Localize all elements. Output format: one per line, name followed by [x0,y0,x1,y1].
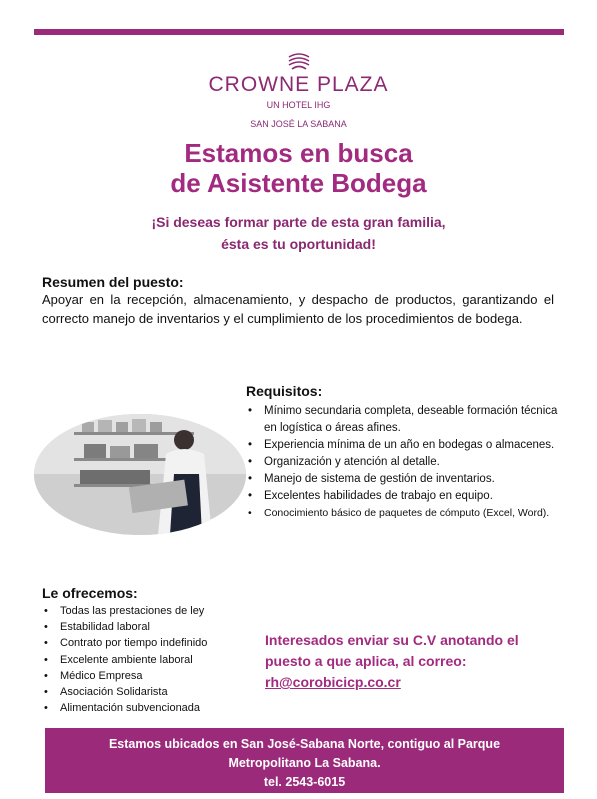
list-item: • Manejo de sistema de gestión de inventarios. [246,471,564,488]
footer-address-line-1: Estamos ubicados en San José-Sabana Norte, contiguo al Parque [108,737,501,751]
list-item: • Excelente ambiente laboral [42,652,272,668]
title-line-2: de Asistente Bodega [170,168,427,198]
job-summary [42,274,554,328]
offer-section [42,585,272,716]
list-item: • Excelentes habilidades de trabajo en equipo. [246,488,564,505]
crown-logo-icon [286,52,312,72]
apply-line-2: puesto a que aplica, al correo: [265,653,467,669]
offer-list [42,603,272,716]
requirements-section [246,383,564,522]
kitchen-worker-photo [34,414,246,535]
footer-phone: tel. 2543-6015 [263,775,346,789]
summary-text: Apoyar en la recepción, almacenamiento, y despacho de productos, garantizando el correcto manejo de inventarios y el cumplimiento de los procedimientos de bodega. [42,292,554,326]
summary-heading: Resumen del puesto: [42,274,184,290]
top-accent-bar [34,29,564,35]
requirements-list [246,403,564,522]
list-item: • Conocimiento básico de paquetes de cómputo (Excel, Word). [246,505,564,522]
apply-line-1: Interesados enviar su C.V anotando el [265,632,519,648]
list-item: • Mínimo secundaria completa, deseable formación técnica en logística o áreas afines. [246,403,564,437]
brand-name: CROWNE PLAZA [208,73,389,96]
application-instructions [265,630,565,693]
list-item: • Todas las prestaciones de ley [42,603,272,619]
tagline [0,211,597,255]
brand-subtitle: UN HOTEL IHG [266,100,331,110]
page-title [0,138,597,198]
photo-illustration [34,414,246,535]
requirements-heading: Requisitos: [246,383,323,399]
list-item: • Experiencia mínima de un año en bodegas o almacenes. [246,437,564,454]
list-item: • Contrato por tiempo indefinido [42,635,272,651]
offer-heading: Le ofrecemos: [42,585,138,601]
title-line-1: Estamos en busca [184,138,413,168]
tagline-line-1: ¡Si deseas formar parte de esta gran familia, [151,214,446,230]
crowne-plaza-logo [0,52,597,130]
list-item: • Estabilidad laboral [42,619,272,635]
list-item: • Médico Empresa [42,668,272,684]
footer-address-line-2: Metropolitano La Sabana. [228,756,381,770]
tagline-line-2: ésta es tu oportunidad! [221,236,376,252]
list-item: • Alimentación subvencionada [42,700,272,716]
list-item: • Asociación Solidarista [42,684,272,700]
list-item: • Organización y atención al detalle. [246,454,564,471]
brand-location: SAN JOSÉ LA SABANA [250,119,347,129]
footer-banner [45,728,564,793]
email-link[interactable]: rh@corobicicp.co.cr [265,674,401,690]
